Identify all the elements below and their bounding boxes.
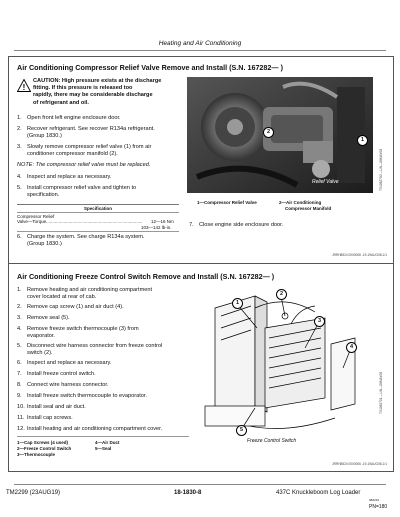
- footer-page-number: PN=180: [369, 504, 388, 510]
- illus-callout-5: 5: [236, 425, 247, 436]
- step-3-text: Slowly remove compressor relief valve (1) from air conditioner compressor manifold (2).: [27, 144, 152, 158]
- photo-callout-2: 2: [263, 127, 274, 138]
- footer-rule: [14, 484, 386, 485]
- section2-legend: [17, 436, 189, 457]
- step-1: 1.: [17, 115, 22, 121]
- footer-date-code: 082219: [369, 498, 380, 502]
- legend-item-2: 2—Air Conditioning Compressor Manifold: [279, 200, 332, 211]
- illus-callout-1: 1: [232, 298, 243, 309]
- photo-callout-1: 1: [357, 135, 368, 146]
- spec-torque-lbin: 103—142 lb-in.: [141, 225, 172, 230]
- svg-text:!: !: [22, 83, 26, 92]
- section2-title: Air Conditioning Freeze Control Switch Remove and Install (S.N. 167282— ): [17, 272, 275, 281]
- photo-id: TX1062700 —UN—08MAY08: [379, 148, 383, 191]
- s2-step-8: 8. Connect wire harness connector.: [17, 382, 109, 388]
- section-relief-valve: [8, 56, 394, 264]
- illus-callout-3: 3: [314, 316, 325, 327]
- footer-product: 437C Knuckleboom Log Loader: [276, 490, 361, 496]
- section2-ref-code: JRRH8524 0000006 -19-19AUG08-1/1: [332, 462, 387, 466]
- figure-id: TX1062701 —UN—08MAY08: [379, 371, 383, 414]
- s2-legend-4: 4—Air Duct: [95, 440, 120, 445]
- s2-step-11: 11. Install cap screws.: [17, 415, 73, 421]
- section-header: Heating and Air Conditioning: [158, 40, 242, 47]
- s2-step-1: 1. Remove heating and air conditioning compartment cover located at rear of cab.: [17, 287, 152, 301]
- s2-step-2: 2. Remove cap screw (1) and air duct (4).: [17, 304, 124, 310]
- illus-callout-4: 4: [346, 342, 357, 353]
- s2-step-4: 4. Remove freeze switch thermocouple (3) from evaporator.: [17, 326, 139, 340]
- caution-text: CAUTION: High pressure exists at the discharge fitting. If this pressure is released too rapidly, there may be considerable discharge of refrigerant and oil.: [33, 78, 162, 106]
- s2-step-10: 10. Install seal and air duct.: [17, 404, 86, 410]
- note-text: NOTE: The compressor relief valve must be replaced.: [17, 162, 151, 168]
- s2-step-9: 9. Install freeze switch thermocouple to evaporator.: [17, 393, 148, 399]
- step-2: 2.: [17, 126, 22, 132]
- spec-row-3: [17, 225, 179, 231]
- step-1-text: Open front left engine enclosure door.: [27, 115, 121, 121]
- illus-callout-2: 2: [276, 289, 287, 300]
- s2-legend-1: 1—Cap Screws (4 used): [17, 440, 69, 445]
- relief-valve-photo: [187, 77, 373, 193]
- spec-row-2: Valve—Torque............................................................................. 12—16 Nm: [17, 219, 174, 224]
- step-6: 6.: [17, 234, 22, 240]
- freeze-switch-illustration: [195, 288, 373, 448]
- spec-table: [17, 204, 179, 232]
- step-7: 7.: [189, 222, 194, 228]
- step-4-text: Inspect and replace as necessary.: [27, 174, 112, 180]
- footer-doc-id: TM2299 (23AUG19): [6, 490, 61, 496]
- photo-caption: Relief Valve: [312, 179, 339, 185]
- s2-step-6: 6. Inspect and replace as necessary.: [17, 360, 112, 366]
- spec-row-1: Compressor Relief: [17, 214, 55, 219]
- s2-step-7: 7. Install freeze control switch.: [17, 371, 96, 377]
- warning-icon: [17, 79, 31, 97]
- step-6-text: Charge the system. See charge R134a system. (Group 1830.): [27, 234, 145, 248]
- spec-torque-nm: 12—16 Nm: [151, 219, 174, 224]
- section2-steps: [17, 287, 189, 437]
- header-rule: [14, 50, 386, 51]
- footer-page-code: 18-1830-8: [174, 490, 202, 496]
- section1-title: Air Conditioning Compressor Relief Valve Remove and Install (S.N. 167282— ): [17, 63, 284, 72]
- section-freeze-switch: [8, 263, 394, 472]
- step-7-text: Close engine side enclosure door.: [199, 222, 284, 228]
- s2-step-3: 3. Remove seal (5).: [17, 315, 70, 321]
- step-4: 4.: [17, 174, 22, 180]
- s2-step-5: 5. Disconnect wire harness connector from freeze control switch (2).: [17, 343, 163, 357]
- section1-ref-code: JRRH8524 0000006 -19-19AUG08-1/1: [332, 253, 387, 257]
- s2-legend-3: 3—Thermocouple: [17, 451, 56, 457]
- step-3: 3.: [17, 144, 22, 150]
- s2-legend-2: 2—Freeze Control Switch: [17, 445, 72, 451]
- figure-caption: Freeze Control Switch: [247, 438, 297, 444]
- s2-step-12: 12. Install heating and air conditioning compartment cover.: [17, 426, 163, 432]
- step-5: 5.: [17, 185, 22, 191]
- legend-item-1: 1—Compressor Relief Valve: [197, 200, 257, 205]
- step-5-text: Install compressor relief valve and tighten to specification.: [27, 185, 137, 199]
- s2-legend-5: 5—Seal: [95, 445, 112, 451]
- spec-heading: Specification: [83, 206, 112, 211]
- step-2-text: Recover refrigerant. See recover R134a refrigerant. (Group 1830.): [27, 126, 155, 140]
